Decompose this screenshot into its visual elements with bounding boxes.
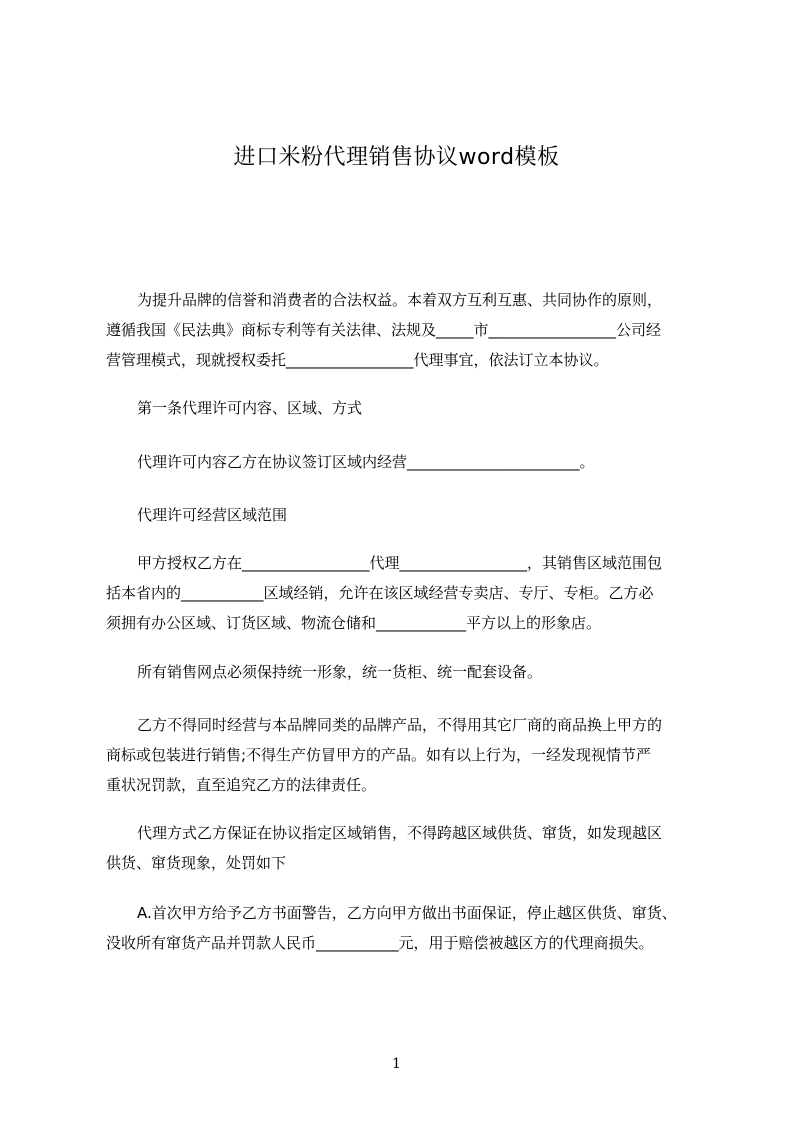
paragraph-line: 甲方授权乙方在_________________代理_________________，其销售区域范围包 — [137, 554, 663, 572]
paragraph-line: 括本省内的___________区域经销，允许在该区域经营专卖店、专厅、专柜。乙方必 — [106, 584, 654, 602]
paragraph-authorization — [106, 548, 706, 638]
paragraph-line: 代理许可内容乙方在协议签订区域内经营_______________________。 — [137, 453, 595, 471]
paragraph-license-content — [106, 447, 706, 477]
paragraph-line: 没收所有窜货产品并罚款人民币___________元，用于赔偿被越区方的代理商损失。 — [106, 934, 654, 952]
paragraph-line: 乙方不得同时经营与本品牌同类的品牌产品，不得用其它厂商的商品换上甲方的 — [137, 716, 663, 734]
paragraph-line: A.首次甲方给予乙方书面警告，乙方向甲方做出书面保证，停止越区供货、窜货、 — [137, 904, 677, 922]
page-number: 1 — [392, 1056, 401, 1072]
paragraph-agency-method — [106, 818, 706, 878]
paragraph-line: 第一条代理许可内容、区域、方式 — [137, 399, 363, 417]
paragraph-line: 重状况罚款，直至追究乙方的法律责任。 — [106, 776, 377, 794]
paragraph-line: 商标或包装进行销售;不得生产仿冒甲方的产品。如有以上行为，一经发现视情节严 — [106, 746, 652, 764]
paragraph-area-heading — [106, 500, 706, 530]
paragraph-line: 遵循我国《民法典》商标专利等有关法律、法规及_____市_________________公司经 — [106, 321, 662, 339]
paragraph-line: 代理许可经营区域范围 — [137, 506, 288, 524]
paragraph-line: 营管理模式，现就授权委托_________________代理事宜，依法订立本协议。 — [106, 351, 609, 369]
paragraph-line: 须拥有办公区域、订货区域、物流仓储和____________平方以上的形象店。 — [106, 614, 602, 632]
paragraph-line: 所有销售网点必须保持统一形象，统一货柜、统一配套设备。 — [137, 663, 543, 681]
document-title: 进口米粉代理销售协议word模板 — [233, 145, 560, 170]
paragraph-intro — [106, 285, 706, 375]
paragraph-line: 供货、窜货现象，处罚如下 — [106, 854, 287, 872]
paragraph-restrictions — [106, 710, 706, 800]
paragraph-line: 代理方式乙方保证在协议指定区域销售，不得跨越区域供货、窜货，如发现越区 — [137, 824, 663, 842]
paragraph-penalty-a — [106, 898, 706, 958]
section-heading — [106, 393, 706, 423]
paragraph-line: 为提升品牌的信誉和消费者的合法权益。本着双方互利互惠、共同协作的原则， — [137, 291, 663, 309]
paragraph-uniform-image — [106, 657, 706, 687]
